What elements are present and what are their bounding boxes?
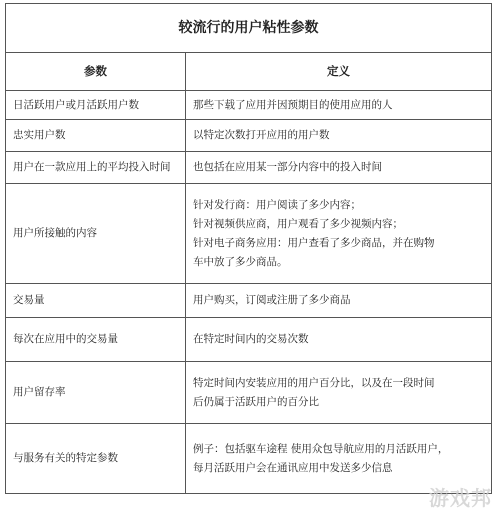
title-row [6,4,492,53]
definition-line: 以特定次数打开应用的用户数 [193,129,330,141]
definition-line: 针对发行商：用户阅读了多少内容； [193,198,361,211]
row-param: 用户所接触的内容 [6,184,186,284]
header-definition: 定义 [186,53,492,91]
table-row [6,284,492,318]
row-definition [186,120,492,152]
row-definition [186,362,492,424]
header-param: 参数 [6,53,186,91]
header-row [6,53,492,91]
definition-line: 针对视频供应商，用户观看了多少视频内容； [193,217,403,230]
row-definition [186,152,492,184]
row-definition [186,318,492,362]
row-definition [186,184,492,284]
definition-line: 用户购买，订阅或注册了多少商品 [193,294,351,306]
row-param: 用户留存率 [6,362,186,424]
table-row [6,362,492,424]
definition-line: 在特定时间内的交易次数 [193,333,309,345]
table-row [6,120,492,152]
table-title: 较流行的用户粘性参数 [6,4,492,53]
table-row [6,424,492,494]
row-param: 交易量 [6,284,186,318]
definition-line: 特定时间内安装应用的用户百分比，以及在一段时间 [193,376,435,389]
definition-line: 每月活跃用户会在通讯应用中发送多少信息 [193,461,393,474]
row-definition [186,91,492,120]
row-param: 每次在应用中的交易量 [6,318,186,362]
row-definition [186,284,492,318]
table-row [6,184,492,284]
row-param: 与服务有关的特定参数 [6,424,186,494]
definition-line: 车中放了多少商品。 [193,255,288,268]
table-row [6,318,492,362]
table-container [5,3,492,494]
definition-line: 针对电子商务应用：用户查看了多少商品，并在购物 [193,236,435,249]
definition-line: 也包括在应用某一部分内容中的投入时间 [193,161,382,173]
table-row [6,152,492,184]
definition-line: 后仍属于活跃用户的百分比 [193,395,319,408]
watermark-logo: 游戏邦 [429,486,492,510]
table-row [6,91,492,120]
row-param: 忠实用户数 [6,120,186,152]
engagement-metrics-table [5,3,492,494]
row-param: 日活跃用户或月活跃用户数 [6,91,186,120]
row-param: 用户在一款应用上的平均投入时间 [6,152,186,184]
definition-line: 例子：包括驱车途程 使用众包导航应用的月活跃用户， [193,442,449,455]
definition-line: 那些下载了应用并因预期目的使用应用的人 [193,98,393,111]
